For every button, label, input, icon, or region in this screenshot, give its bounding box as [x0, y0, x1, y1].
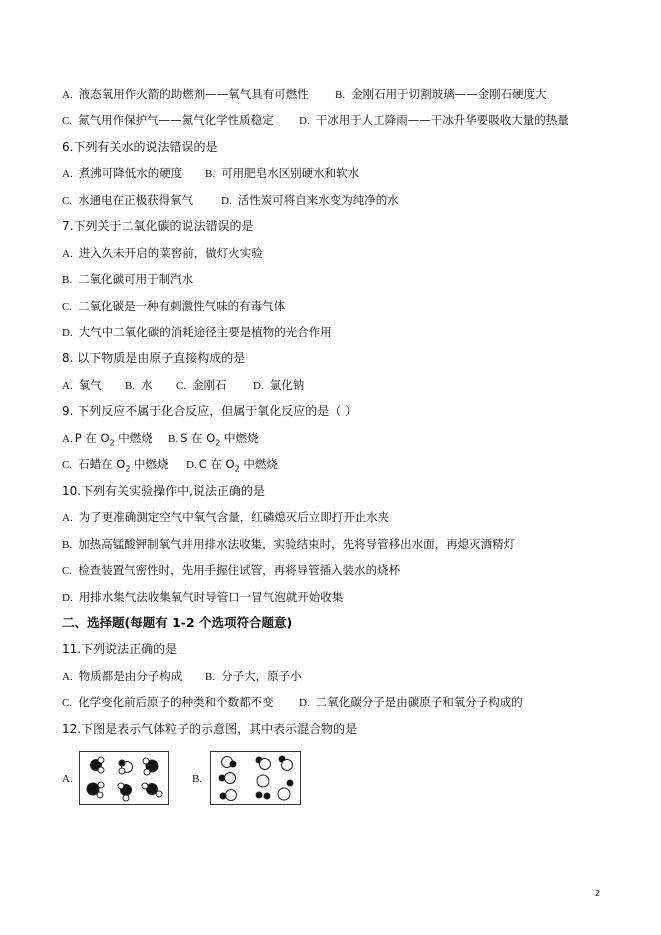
option-label: D. [253, 380, 264, 392]
q9-option-b [168, 430, 259, 451]
option-label: C. [62, 697, 73, 709]
q8-option-b [125, 377, 153, 394]
q7-option-d [62, 324, 332, 341]
option-label: C. [62, 115, 73, 127]
option-text: 金刚石用于切割玻璃——金刚石硬度大 [351, 87, 547, 101]
q5-option-d [299, 112, 569, 129]
q11-option-a [62, 668, 182, 685]
option-text-pre: P 在 O [74, 431, 110, 445]
option-label: D. [62, 592, 73, 604]
option-label: A. [62, 168, 73, 180]
option-text-pre: 石蜡在 O [78, 457, 126, 471]
option-text: 液态氧用作火箭的助燃剂——氧气具有可燃性 [78, 87, 309, 101]
option-text: 二氧化碳可用于制汽水 [78, 272, 194, 286]
q12-stem: 12.下图是表示气体粒子的示意图，其中表示混合物的是 [62, 722, 358, 736]
option-text: 加热高锰酸钾制氧气并用排水法收集，实验结束时，先将导管移出水面，再熄灭酒精灯 [78, 537, 516, 551]
q10-option-a [62, 509, 389, 526]
option-label: C. [62, 565, 73, 577]
option-label: B. [205, 671, 216, 683]
q5-option-c [62, 112, 274, 129]
subscript: 2 [125, 464, 131, 474]
option-text: 用排水集气法收集氧气时导管口一冒气泡就开始收集 [78, 590, 344, 604]
option-text: 氮气用作保护气——氮气化学性质稳定 [78, 113, 274, 127]
q9-option-d [186, 456, 278, 477]
q12-diagram-a [79, 751, 169, 805]
particle-diagram-a-icon [80, 752, 168, 804]
q7-stem: 7.下列关于二氧化碳的说法错误的是 [62, 219, 254, 233]
option-label: B. [62, 274, 73, 286]
q12-diagram-b [210, 751, 301, 805]
q11-option-d [299, 694, 523, 711]
option-label: B. [192, 773, 203, 785]
option-text: 分子大，原子小 [221, 669, 302, 683]
q6-stem: 6.下列有关水的说法错误的是 [62, 140, 218, 154]
option-text-pre: C 在 O [198, 457, 235, 471]
option-label: C. [176, 380, 187, 392]
section-heading: 二、选择题(每题有 1-2 个选项符合题意) [62, 615, 293, 630]
q8-option-d [253, 377, 304, 394]
option-text: 干冰用于人工降雨——干冰升华要吸收大量的热量 [315, 113, 569, 127]
option-label: A. [62, 380, 73, 392]
option-label: D. [186, 459, 197, 471]
q10-option-c [62, 562, 400, 579]
option-text: 二氧化碳分子是由碳原子和氧分子构成的 [315, 695, 523, 709]
q8-option-c [176, 377, 227, 394]
option-text: 为了更准确测定空气中氧气含量，红磷熄灭后立即打开止水夹 [78, 510, 390, 524]
subscript: 2 [109, 438, 115, 448]
q9-stem: 9. 下列反应不属于化合反应，但属于氧化反应的是（ ） [62, 404, 358, 418]
option-label: D. [299, 697, 310, 709]
subscript: 2 [234, 464, 240, 474]
q10-stem: 10.下列有关实验操作中,说法正确的是 [62, 484, 265, 498]
option-text: 可用肥皂水区别硬水和软水 [221, 166, 360, 180]
option-text-pre: S 在 O [180, 431, 216, 445]
q11-option-c [62, 694, 274, 711]
option-text: 大气中二氧化碳的消耗途径主要是植物的光合作用 [78, 325, 332, 339]
q10-option-b [62, 536, 515, 553]
q8-option-a [62, 377, 102, 394]
q7-option-a [62, 245, 263, 262]
option-text-post: 中燃烧 [130, 457, 169, 471]
option-text-post: 中燃烧 [114, 431, 153, 445]
option-text-post: 中燃烧 [239, 457, 278, 471]
option-label: A. [62, 433, 73, 445]
option-label: A. [62, 248, 73, 260]
option-text: 化学变化前后原子的种类和个数都不变 [78, 695, 274, 709]
q7-option-b [62, 271, 193, 288]
q10-option-d [62, 589, 343, 606]
option-text: 活性炭可将自来水变为纯净的水 [237, 193, 399, 207]
option-label: A. [62, 671, 73, 683]
q5-option-a [62, 86, 309, 103]
option-label: B. [168, 433, 179, 445]
q8-stem: 8. 以下物质是由原子直接构成的是 [62, 351, 246, 365]
option-label: A. [62, 773, 73, 785]
q9-option-a [62, 430, 153, 451]
q6-option-a [62, 165, 182, 182]
q12-option-b-label [192, 770, 208, 787]
option-label: B. [125, 380, 136, 392]
option-label: A. [62, 512, 73, 524]
page-number: 2 [595, 889, 601, 898]
option-text: 检查装置气密性时，先用手握住试管，再将导管插入装水的烧杯 [78, 563, 401, 577]
q6-option-b [205, 165, 359, 182]
option-text: 二氧化碳是一种有刺激性气味的有毒气体 [78, 299, 286, 313]
option-label: D. [62, 327, 73, 339]
q5-option-b [335, 86, 547, 103]
option-label: C. [62, 195, 73, 207]
option-label: B. [205, 168, 216, 180]
option-label: C. [62, 459, 73, 471]
option-text: 氯化钠 [269, 378, 305, 392]
option-label: B. [62, 539, 73, 551]
option-text: 水通电在正极获得氧气 [78, 193, 194, 207]
option-text: 物质都是由分子构成 [78, 669, 183, 683]
option-text: 煮沸可降低水的硬度 [78, 166, 183, 180]
option-text: 金刚石 [192, 378, 227, 392]
option-label: D. [299, 115, 310, 127]
option-label: C. [62, 301, 73, 313]
q12-option-a-label [62, 770, 79, 787]
q7-option-c [62, 298, 285, 315]
option-text: 进入久未开启的菜窖前，做灯火实验 [78, 246, 263, 260]
option-label: D. [221, 195, 232, 207]
q9-option-c [62, 456, 169, 477]
q11-option-b [205, 668, 302, 685]
option-text-post: 中燃烧 [220, 431, 259, 445]
option-text: 水 [141, 378, 153, 392]
option-label: A. [62, 89, 73, 101]
subscript: 2 [215, 438, 221, 448]
q6-option-c [62, 192, 193, 209]
q6-option-d [221, 192, 399, 209]
option-label: B. [335, 89, 346, 101]
q11-stem: 11.下列说法正确的是 [62, 642, 178, 656]
option-text: 氧气 [78, 378, 102, 392]
particle-diagram-b-icon [211, 752, 300, 804]
